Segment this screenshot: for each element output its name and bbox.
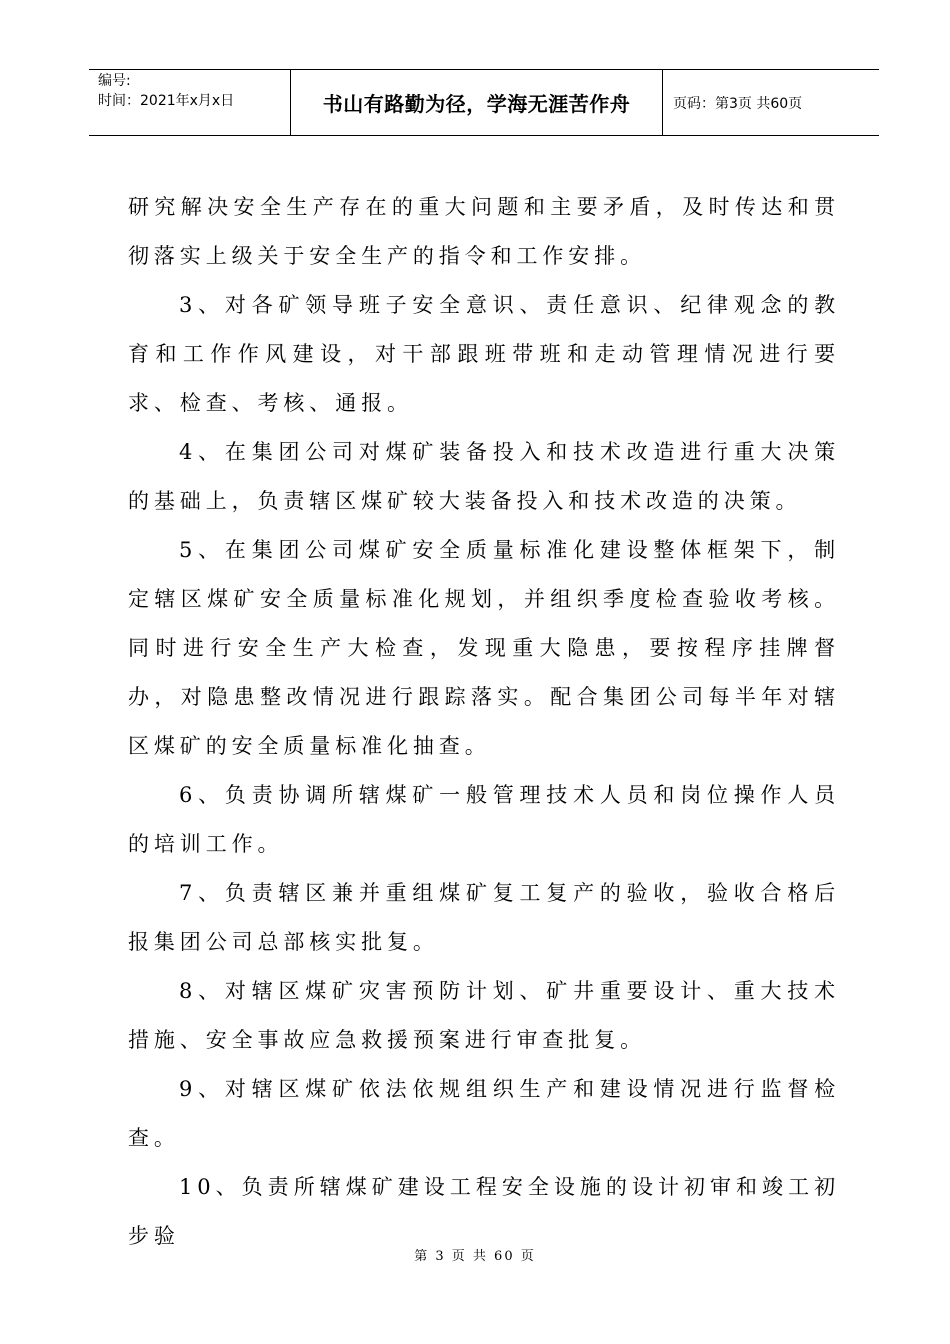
page-footer: 第 3 页 共 60 页 (414, 1249, 536, 1264)
paragraph-item-10: 10、负责所辖煤矿建设工程安全设施的设计初审和竣工初步验 (128, 1175, 840, 1248)
time-label: 时间：2021年x月x日 (98, 93, 235, 109)
document-body (128, 183, 840, 1261)
paragraph-item-7: 7、负责辖区兼并重组煤矿复工复产的验收，验收合格后报集团公司总部核实批复。 (128, 881, 840, 954)
paragraph-item-9: 9、对辖区煤矿依法依规组织生产和建设情况进行监督检查。 (128, 1077, 840, 1150)
paragraph-item-5: 5、在集团公司煤矿安全质量标准化建设整体框架下，制定辖区煤矿安全质量标准化规划，并组织季度检查验收考核。同时进行安全生产大检查，发现重大隐患，要按程序挂牌督办，对隐患整改情况进行跟踪落实。配合集团公司每半年对辖区煤矿的安全质量标准化抽查。 (128, 538, 840, 758)
paragraph-item-3: 3、对各矿领导班子安全意识、责任意识、纪律观念的教育和工作作风建设，对干部跟班带班和走动管理情况进行要求、检查、考核、通报。 (128, 293, 840, 415)
header-motto: 书山有路勤为径，学海无涯苦作舟 (291, 70, 663, 135)
header-meta (89, 70, 291, 135)
page-header (89, 69, 879, 136)
number-label: 编号: (98, 73, 131, 89)
header-page-label: 页码：第3页 共60页 (673, 95, 803, 112)
paragraph-item-6: 6、负责协调所辖煤矿一般管理技术人员和岗位操作人员的培训工作。 (128, 783, 840, 856)
paragraph-item-8: 8、对辖区煤矿灾害预防计划、矿井重要设计、重大技术措施、安全事故应急救援预案进行审查批复。 (128, 979, 840, 1052)
paragraph-continuation: 研究解决安全生产存在的重大问题和主要矛盾，及时传达和贯彻落实上级关于安全生产的指令和工作安排。 (128, 195, 840, 268)
paragraph-item-4: 4、在集团公司对煤矿装备投入和技术改造进行重大决策的基础上，负责辖区煤矿较大装备投入和技术改造的决策。 (128, 440, 840, 513)
